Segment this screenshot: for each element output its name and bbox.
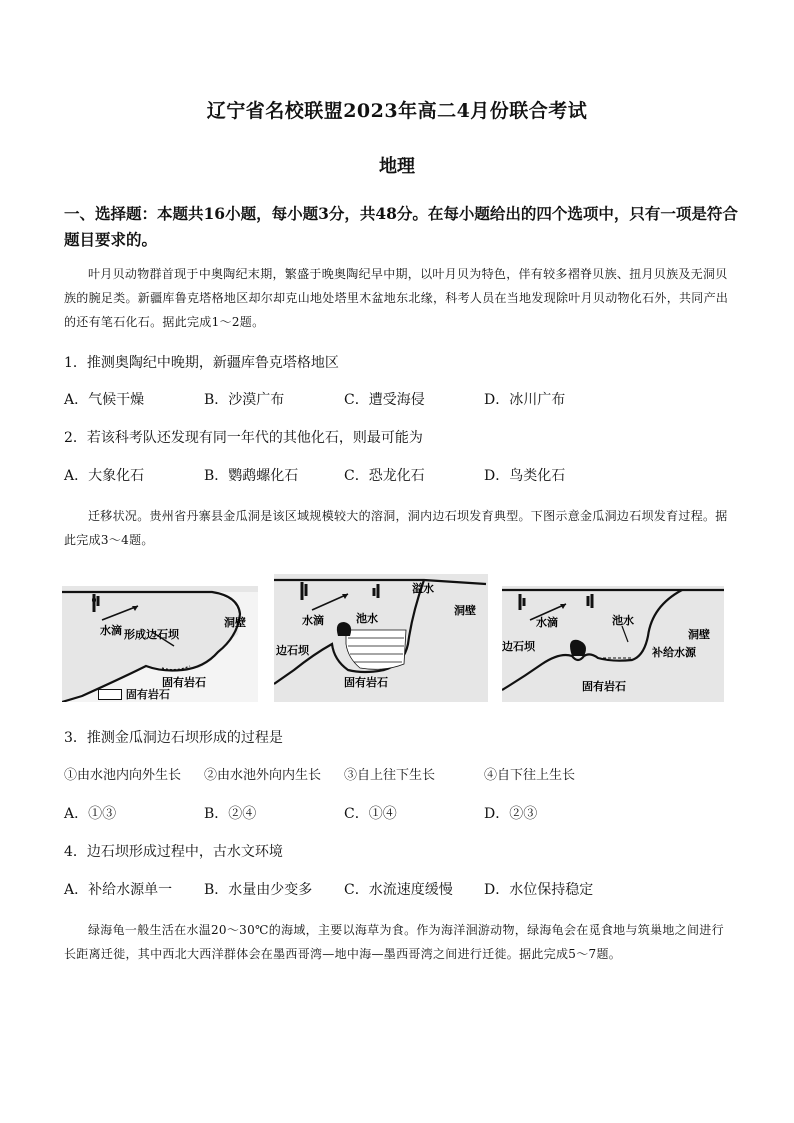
label-wall: 洞壁 <box>454 604 476 617</box>
question-1-options <box>64 390 744 410</box>
label-drip: 水滴 <box>302 614 324 627</box>
item-3: ③自上往下生长 <box>344 768 436 783</box>
option-a: A．①③ <box>64 806 117 822</box>
question-2-stem: 2．若该科考队还发现有同一年代的其他化石，则最可能为 <box>64 430 423 446</box>
item-2: ②由水池外向内生长 <box>204 768 322 783</box>
label-drip: 水滴 <box>536 616 558 629</box>
question-3-stem: 3．推测金瓜洞边石坝形成的过程是 <box>64 730 283 746</box>
option-b: B．水量由少变多 <box>204 882 313 898</box>
option-c: C．遭受海侵 <box>344 392 425 408</box>
option-a: A．气候干燥 <box>64 392 145 408</box>
option-d: D．冰川广布 <box>484 392 566 408</box>
label-wall: 洞壁 <box>688 628 710 641</box>
label-pool: 池水 <box>612 614 634 627</box>
exam-title: 辽宁省名校联盟2023年高二4月份联合考试 <box>206 100 588 122</box>
option-c: C．恐龙化石 <box>344 468 425 484</box>
question-2-options <box>64 466 744 486</box>
figure-panel-3 <box>502 586 724 702</box>
option-c: C．水流速度缓慢 <box>344 882 453 898</box>
option-d: D．水位保持稳定 <box>484 882 594 898</box>
label-dam: 边石坝 <box>502 640 535 653</box>
item-4: ④自下往上生长 <box>484 768 576 783</box>
figure-legend <box>98 686 298 702</box>
option-b: B．鹦鹉螺化石 <box>204 468 299 484</box>
passage-2: 迁移状况。贵州省丹寨县金瓜洞是该区域规模较大的溶洞，洞内边石坝发育典型。下图示意金瓜洞边石坝发育过程。据此完成3～4题。 <box>64 509 728 547</box>
figure-panel-1 <box>62 586 258 702</box>
legend-label: 固有岩石 <box>125 688 170 701</box>
label-drip: 水滴 <box>100 624 122 637</box>
subject-title: 地理 <box>379 156 415 177</box>
label-rock: 固有岩石 <box>344 676 388 689</box>
label-rock: 固有岩石 <box>162 676 206 689</box>
question-1-stem: 1．推测奥陶纪中晚期，新疆库鲁克塔格地区 <box>64 355 339 371</box>
question-3-options <box>64 804 744 824</box>
label-overflow: 溢水 <box>412 582 434 595</box>
option-b: B．②④ <box>204 806 257 822</box>
option-d: D．鸟类化石 <box>484 468 566 484</box>
option-b: B．沙漠广布 <box>204 392 285 408</box>
legend-swatch <box>98 689 122 700</box>
label-wall: 洞壁 <box>224 616 246 629</box>
label-forming-dam: 形成边石坝 <box>124 628 179 641</box>
option-a: A．大象化石 <box>64 468 145 484</box>
passage-3: 绿海龟一般生活在水温20～30℃的海域，主要以海草为食。作为海洋洄游动物，绿海龟会在觅食地与筑巢地之间进行长距离迁徙，其中西北大西洋群体会在墨西哥湾—地中海—墨西哥湾之间进行迁徙。据此完成5～7题。 <box>64 923 724 961</box>
item-1: ①由水池内向外生长 <box>64 768 182 783</box>
question-4-options <box>64 880 744 900</box>
label-dam: 边石坝 <box>276 644 309 657</box>
option-a: A．补给水源单一 <box>64 882 173 898</box>
option-d: D．②③ <box>484 806 538 822</box>
label-pool: 池水 <box>356 612 378 625</box>
figure-panel-2 <box>274 574 488 702</box>
label-source: 补给水源 <box>652 646 696 659</box>
question-3-items <box>64 766 744 786</box>
question-4-stem: 4．边石坝形成过程中，古水文环境 <box>64 844 283 860</box>
option-c: C．①④ <box>344 806 397 822</box>
section-heading: 一、选择题：本题共16小题，每小题3分，共48分。在每小题给出的四个选项中，只有一项是符合题目要求的。 <box>64 204 738 249</box>
passage-1: 叶月贝动物群首现于中奥陶纪末期，繁盛于晚奥陶纪早中期，以叶月贝为特色，伴有较多褶脊贝族、扭月贝族及无洞贝族的腕足类。新疆库鲁克塔格地区却尔却克山地处塔里木盆地东北缘，科考人员在当地发现除叶月贝动物化石外，共同产出的还有笔石化石。据此完成1～2题。 <box>64 267 729 329</box>
label-rock: 固有岩石 <box>582 680 626 693</box>
